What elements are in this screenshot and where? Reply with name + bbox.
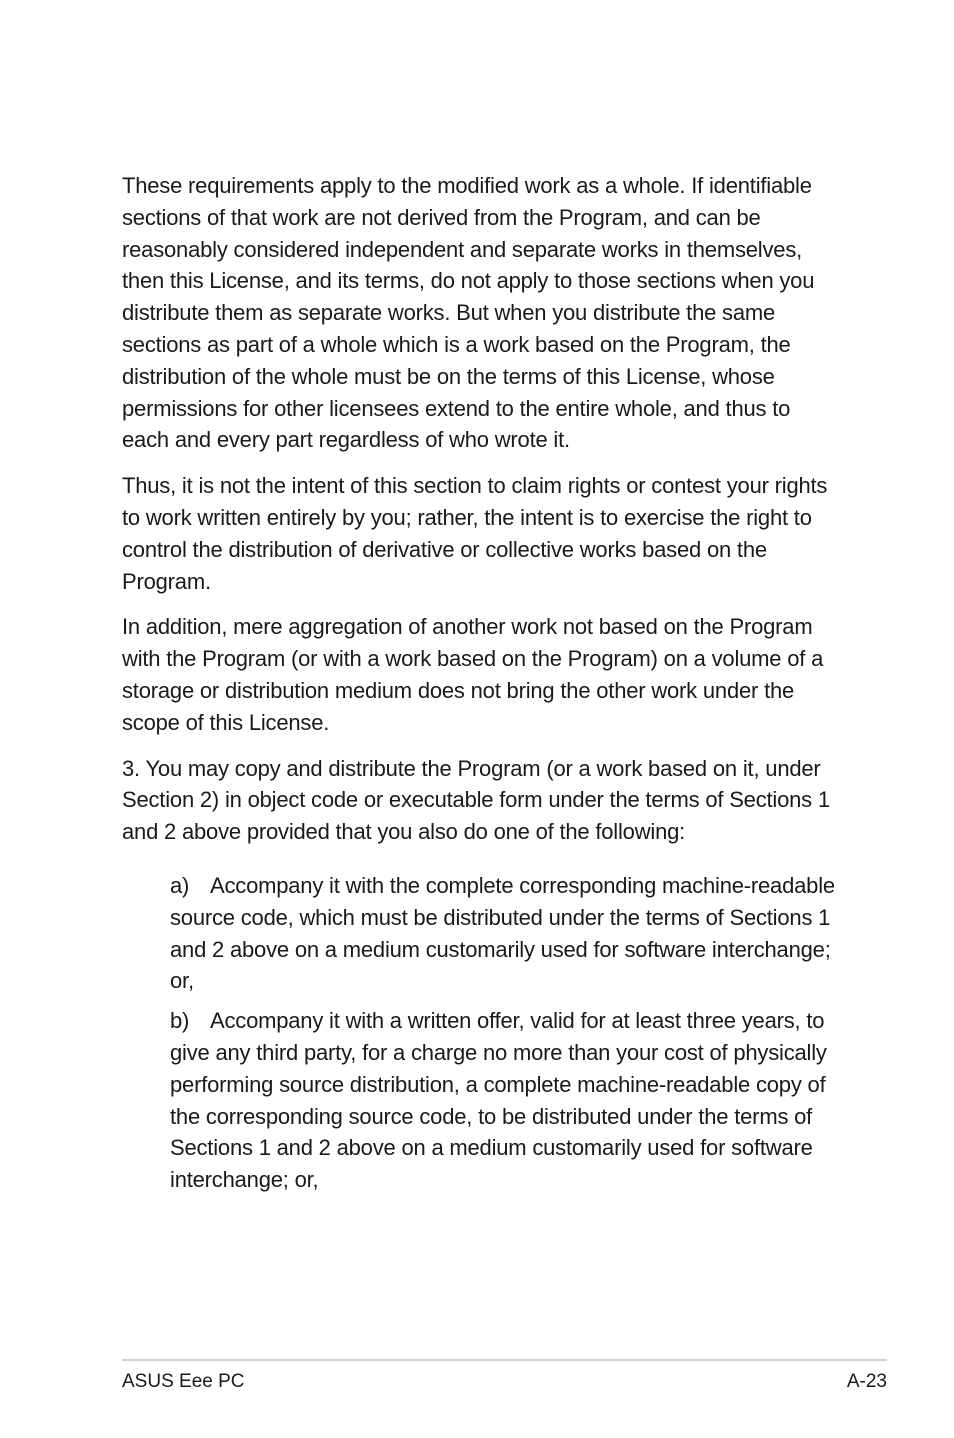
- paragraph-modified-work: These requirements apply to the modified work as a whole. If identifiable sections of that work are not derived from the Program, and can be reasonably considered independent and separate works in themselves, then this License, and its terms, do not apply to those sections when you distribute them as separate works. But when you distribute the same sections as part of a whole which is a work based on the Program, the distribution of the whole must be on the terms of this License, whose permissions for other licensees extend to the entire whole, and thus to each and every part regardless of who wrote it.: [122, 173, 815, 453]
- paragraph-section-3: 3. You may copy and distribute the Program (or a work based on it, under Section 2) in object code or executable form under the terms of Sections 1 and 2 above provided that you also do one of the following:: [122, 755, 830, 845]
- list-item-text: Accompany it with a written offer, valid for at least three years, to give any third party, for a charge no more than your cost of physically performing source distribution, a complete machine-readable copy of the corresponding source code, to be distributed under the terms of Sections 1 and 2 above on a medium customarily used for software interchange; or,: [170, 1008, 827, 1193]
- paragraph-intent: Thus, it is not the intent of this section to claim rights or contest your rights to work written entirely by you; rather, the intent is to exercise the right to control the distribution of derivative or collective works based on the Program.: [122, 473, 828, 594]
- list-item-marker: b): [170, 1008, 190, 1034]
- footer-product-name: ASUS Eee PC: [122, 1371, 245, 1392]
- list-item-marker: a): [170, 872, 190, 898]
- page-body: [122, 170, 842, 1204]
- option-list: [122, 870, 842, 1196]
- list-item-text: Accompany it with the complete corresponding machine-readable source code, which must be distributed under the terms of Sections 1 and 2 above on a medium customarily used for software interchange; or,: [170, 872, 835, 994]
- footer-page-number: A-23: [846, 1371, 887, 1392]
- list-item: [170, 1005, 842, 1196]
- footer-divider: [122, 1359, 887, 1361]
- list-item: [170, 870, 842, 997]
- paragraph-aggregation: In addition, mere aggregation of another work not based on the Program with the Program (or with a work based on the Program) on a volume of a storage or distribution medium does not bring the other work under the scope of this License.: [122, 614, 824, 735]
